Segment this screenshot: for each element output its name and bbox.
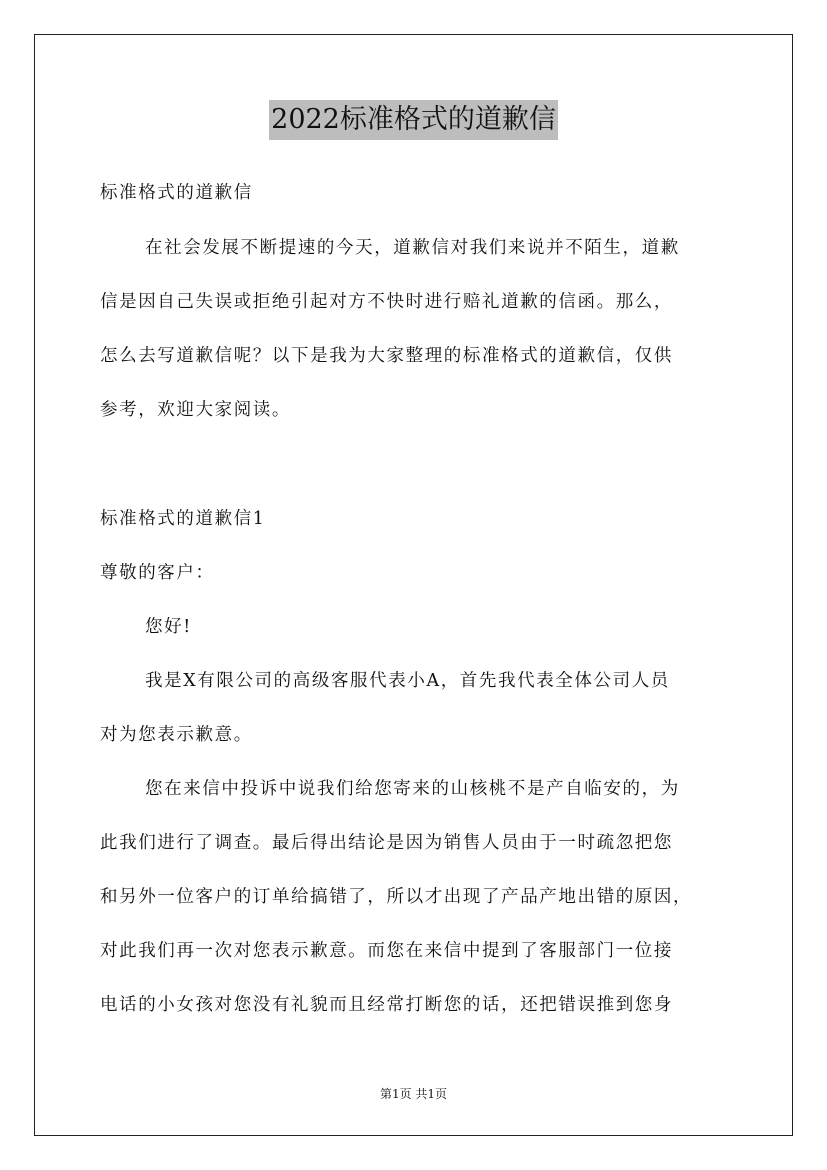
title-container — [0, 100, 827, 140]
paragraph-line: 怎么去写道歉信呢？以下是我为大家整理的标准格式的道歉信，仅供 — [100, 346, 673, 366]
document-title: 2022标准格式的道歉信 — [269, 100, 558, 140]
section-heading: 标准格式的道歉信 — [100, 183, 253, 203]
paragraph-line: 参考，欢迎大家阅读。 — [100, 400, 291, 420]
letter-heading: 标准格式的道歉信1 — [100, 509, 266, 529]
greeting: 您好! — [145, 617, 192, 637]
paragraph-line: 在社会发展不断提速的今天，道歉信对我们来说并不陌生，道歉 — [145, 238, 680, 258]
page-footer: 第1页 共1页 — [379, 1087, 448, 1101]
paragraph-line: 此我们进行了调查。最后得出结论是因为销售人员由于一时疏忽把您 — [100, 833, 673, 853]
paragraph-line: 电话的小女孩对您没有礼貌而且经常打断您的话，还把错误推到您身 — [100, 995, 673, 1015]
paragraph-line: 我是X有限公司的高级客服代表小A，首先我代表全体公司人员 — [145, 671, 670, 691]
paragraph-line: 信是因自己失误或拒绝引起对方不快时进行赔礼道歉的信函。那么， — [100, 292, 673, 312]
salutation: 尊敬的客户： — [100, 563, 215, 583]
paragraph-line: 对此我们再一次对您表示歉意。而您在来信中提到了客服部门一位接 — [100, 941, 673, 961]
paragraph-line: 对为您表示歉意。 — [100, 725, 253, 745]
paragraph-line: 和另外一位客户的订单给搞错了，所以才出现了产品产地出错的原因， — [100, 887, 693, 907]
paragraph-line: 您在来信中投诉中说我们给您寄来的山核桃不是产自临安的，为 — [145, 779, 680, 799]
